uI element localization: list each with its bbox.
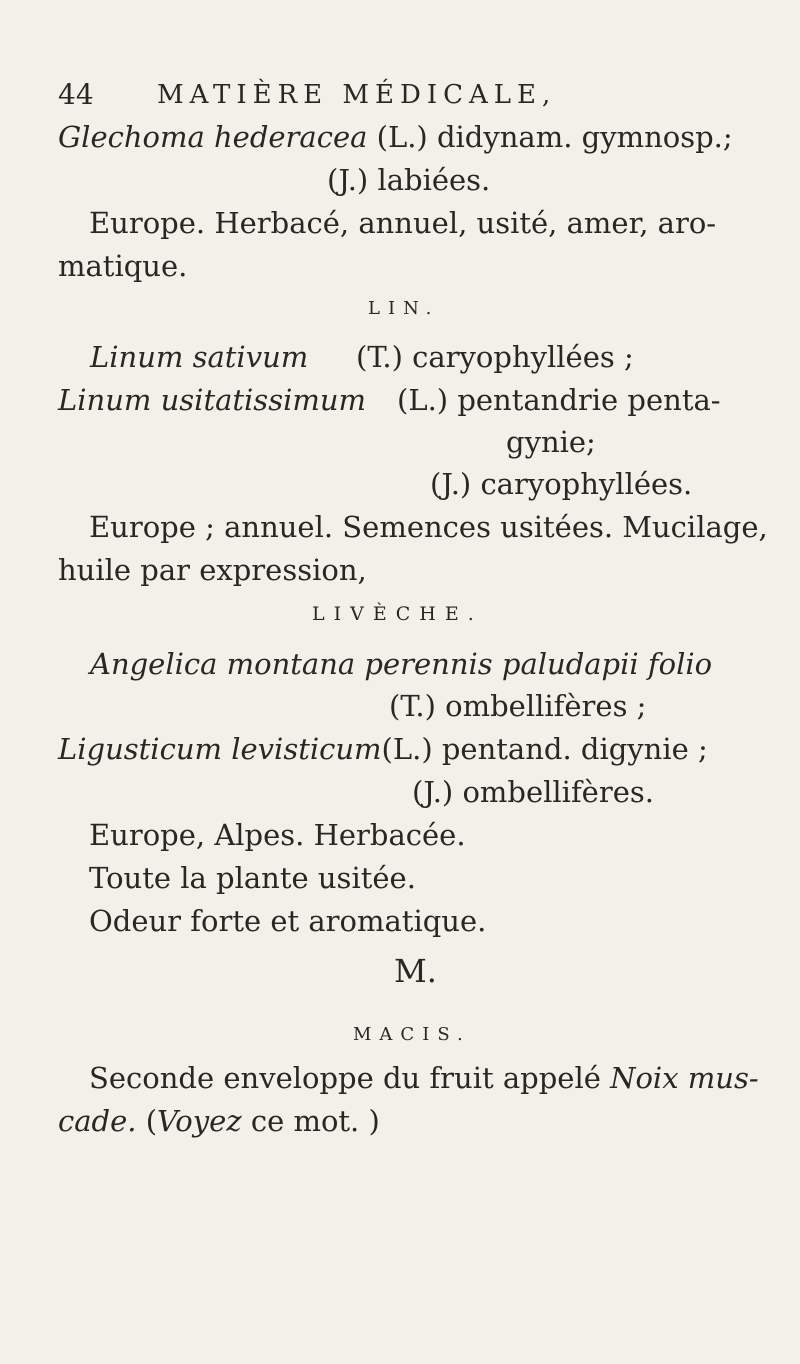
text-line: Europe, Alpes. Herbacée.	[89, 818, 466, 852]
text-line: (J.) labiées.	[327, 163, 491, 197]
text-line: gynie;	[506, 425, 596, 459]
text-line: (T.) caryophyllées ;	[356, 340, 634, 374]
text-line: Toute la plante usitée.	[89, 861, 416, 895]
text-line: Odeur forte et aromatique.	[89, 904, 487, 938]
section-heading: LIN.	[368, 298, 440, 319]
text-line: matique.	[58, 249, 188, 283]
section-heading: MACIS.	[353, 1024, 471, 1045]
text-line: Europe ; annuel. Semences usitées. Mucilage,	[89, 510, 768, 544]
text-line: Europe. Herbacé, annuel, usité, amer, aro-	[89, 206, 717, 240]
section-heading: LIVÈCHE.	[312, 603, 483, 625]
text-line: huile par expression,	[58, 553, 367, 587]
text-line: Linum sativum	[90, 340, 309, 374]
text-line: (J.) ombellifères.	[412, 775, 654, 809]
text-line: Glechoma hederacea (L.) didynam. gymnosp.;	[58, 120, 733, 154]
text-line: Seconde enveloppe du fruit appelé Noix mus-	[89, 1061, 759, 1095]
text-line: cade. (Voyez ce mot. )	[58, 1104, 380, 1138]
text-line: Angelica montana perennis paludapii folio	[90, 647, 713, 681]
text-line: (L.) pentandrie penta-	[397, 383, 721, 417]
text-line: (T.) ombellifères ;	[389, 689, 647, 723]
text-line: Ligusticum levisticum(L.) pentand. digynie ;	[58, 732, 708, 766]
running-title: MATIÈRE MÉDICALE,	[157, 80, 557, 110]
letter-heading: M.	[394, 952, 437, 990]
text-line: (J.) caryophyllées.	[430, 467, 693, 501]
text-line: Linum usitatissimum	[58, 383, 367, 417]
page-number: 44	[58, 78, 94, 111]
